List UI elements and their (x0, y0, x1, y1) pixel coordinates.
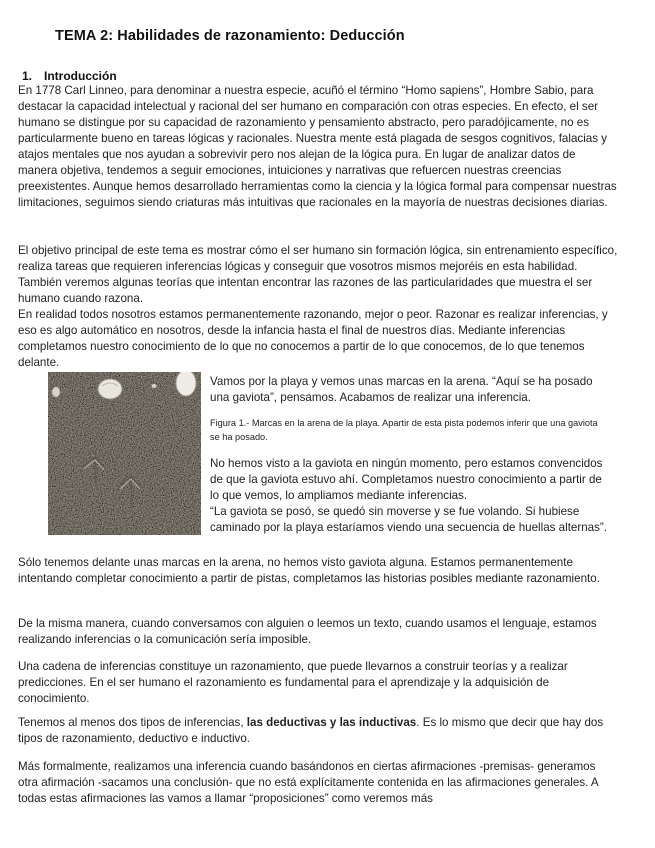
figure-text-intro: Vamos por la playa y vemos unas marcas en la arena. “Aquí se ha posado una gaviota”, pensamos. Acabamos de realizar una inferencia. (210, 375, 593, 404)
figure-text-inference-b: “La gaviota se posó, se quedó sin moverse y se fue volando. Si hubiese caminado por la playa estaríamos viendo una secuencia de huellas alternas”. (210, 505, 608, 534)
paragraph-objective-text: El objetivo principal de este tema es mostrar cómo el ser humano sin formación lógica, sin entrenamiento específico, realiza tareas que requieren inferencias lógicas y conseguir que vosotros mismos mejoréis en esta habilidad. También veremos algunas teorías que intentan encontrar las razones de las particularidades que muestra el ser humano cuando razona. (18, 244, 618, 305)
paragraph-intro: En 1778 Carl Linneo, para denominar a nuestra especie, acuñó el término “Homo sapiens”, Hombre Sabio, para destacar la capacidad intelectual y racional del ser humano en comparación con otras especies. En efecto, el ser humano se distingue por su capacidad de razonamiento y pensamiento abstracto, pero paradójicamente, no es particularmente bueno en tareas lógicas y racionales. Nuestra mente está plagada de sesgos cognitivos, falacias y atajos mentales que nos ayudan a sobrevivir pero nos alejan de la lógica pura. En lugar de analizar datos de manera objetiva, tendemos a seguir emociones, intuiciones y narrativas que refuercen nuestras creencias preexistentes. Aunque hemos desarrollado herramientas como la ciencia y la lógica formal para compensar nuestras limitaciones, seguimos siendo criaturas más intuitivas que racionales en la mayoría de nuestras decisiones diarias. (18, 84, 617, 209)
figure-text-inference (210, 456, 610, 536)
types-text-post: . Es lo mismo que decir que hay dos tipos de razonamiento, deductivo e inductivo. (18, 716, 604, 745)
paragraph-chain: Una cadena de inferencias constituye un razonamiento, que puede llevarnos a construir teorías y a realizar predicciones. En el ser humano el razonamiento es fundamental para el aprendizaje y la adquisición de conocimiento. (18, 660, 568, 705)
paragraph-formal: Más formalmente, realizamos una inferencia cuando basándonos en ciertas afirmaciones -premisas- generamos otra afirmación -sacamos una conclusión- que no está explícitamente contenida en las afirmaciones generales. A todas estas afirmaciones las vamos a llamar “proposiciones” como veremos más (18, 760, 599, 805)
figure-text-inference-a: No hemos visto a la gaviota en ningún momento, pero estamos convencidos de que la gaviota estuvo ahí. Completamos nuestro conocimiento a partir de lo que vemos, lo ampliamos mediante inferencias. (210, 457, 603, 502)
types-text-pre: Tenemos al menos dos tipos de inferencias, (18, 716, 247, 729)
page-title: TEMA 2: Habilidades de razonamiento: Deducción (55, 28, 405, 44)
paragraph-types (18, 715, 618, 747)
paragraph-reasoning-text: En realidad todos nosotros estamos permanentemente razonando, mejor o peor. Razonar es realizar inferencias, y eso es algo automático en nosotros, desde la infancia hasta el final de nuestros días. Mediante inferencias completamos nuestro conocimiento de lo que no conocemos a partir de lo que conocemos, de lo que tenemos delante. (18, 308, 608, 369)
figure-sand-photo (48, 372, 201, 535)
section-title: Introducción (44, 69, 117, 83)
figure-caption: Figura 1.- Marcas en la arena de la playa. Apartir de esta pista podemos inferir que una gaviota se ha posado. (210, 418, 598, 442)
paragraph-marks: Sólo tenemos delante unas marcas en la arena, no hemos visto gaviota alguna. Estamos permanentemente intentando completar conocimiento a partir de pistas, completamos las historias posibles mediante razonamiento. (18, 556, 600, 585)
paragraph-objective (18, 243, 618, 371)
paragraph-language: De la misma manera, cuando conversamos con alguien o leemos un texto, cuando usamos el lenguaje, estamos realizando inferencias o la comunicación sería imposible. (18, 617, 597, 646)
section-heading (22, 69, 117, 83)
types-text-bold: las deductivas y las inductivas (246, 716, 417, 729)
section-number: 1. (22, 69, 33, 83)
sand-footprints-image (48, 372, 201, 535)
